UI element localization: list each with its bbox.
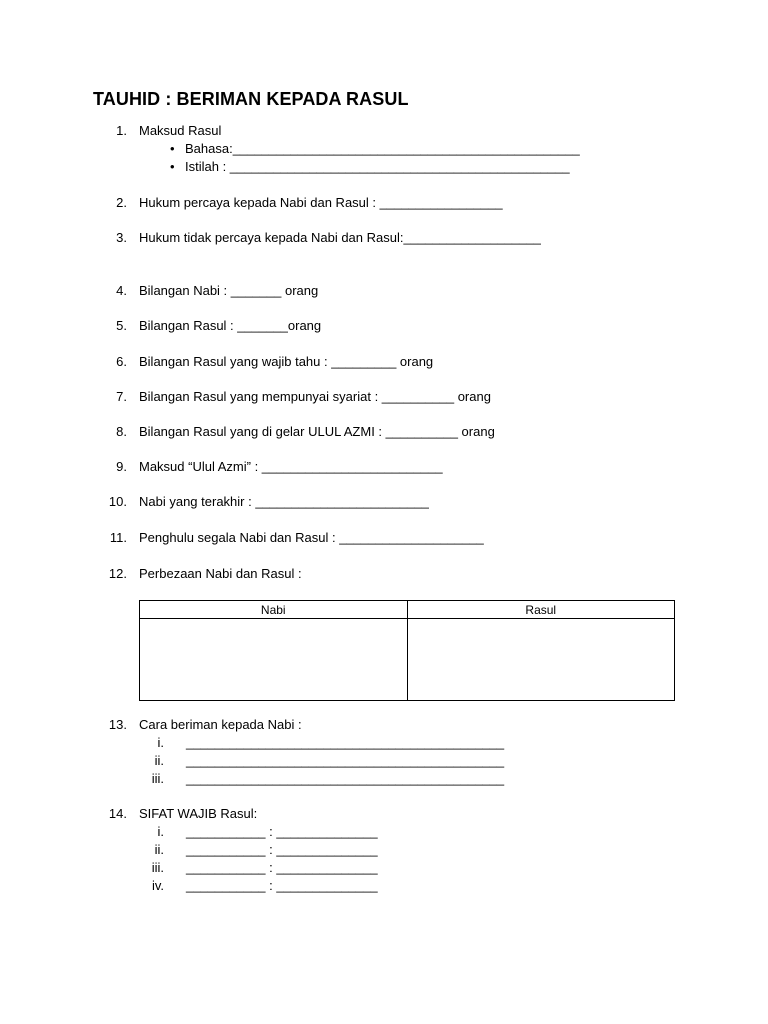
answer-line: ___________ : ______________ [186,878,378,893]
question-text: Maksud “Ulul Azmi” : _________________________ [139,459,443,474]
question-text: Hukum tidak percaya kepada Nabi dan Rasul:___________________ [139,230,541,245]
question-text: Bilangan Rasul yang wajib tahu : _________ orang [139,354,434,369]
answer-line: ____________________________________________ [186,753,505,768]
question-text: Cara beriman kepada Nabi : [139,717,302,732]
question-number: 14. [108,806,127,821]
answer-line-istilah: Istilah : _______________________________________________ [185,159,570,174]
table-header-nabi: Nabi [140,601,408,619]
bullet-icon: • [170,159,175,174]
question-number: 2. [116,195,127,210]
table-cell-rasul[interactable] [407,619,675,701]
question-number: 3. [116,230,127,245]
question-number: 5. [116,318,127,333]
question-number: 13. [108,717,127,732]
list-item-numeral: ii. [154,753,164,768]
answer-line: ____________________________________________ [186,771,505,786]
bullet-icon: • [170,141,175,156]
question-text: Hukum percaya kepada Nabi dan Rasul : _________________ [139,195,503,210]
question-number: 9. [116,459,127,474]
question-number: 6. [116,354,127,369]
list-item-numeral: iii. [151,860,164,875]
table-cell-nabi[interactable] [140,619,408,701]
answer-line-bahasa: Bahasa:________________________________________________ [185,141,580,156]
list-item-numeral: i. [157,824,164,839]
question-text: Bilangan Rasul yang mempunyai syariat : __________ orang [139,389,491,404]
answer-line: ____________________________________________ [186,735,505,750]
question-text: Bilangan Rasul : _______orang [139,318,322,333]
list-item-numeral: iv. [151,878,164,893]
list-item-numeral: i. [157,735,164,750]
question-number: 10. [108,494,127,509]
question-text: Penghulu segala Nabi dan Rasul : ____________________ [139,530,484,545]
question-text: Bilangan Rasul yang di gelar ULUL AZMI : __________ orang [139,424,495,439]
question-number: 4. [116,283,127,298]
question-number: 1. [116,123,127,138]
comparison-table [139,600,675,701]
answer-line: ___________ : ______________ [186,842,378,857]
table-header-rasul: Rasul [407,601,675,619]
list-item-numeral: iii. [151,771,164,786]
question-number: 7. [116,389,127,404]
question-number: 8. [116,424,127,439]
question-text: Perbezaan Nabi dan Rasul : [139,566,302,581]
question-text: Maksud Rasul [139,123,222,138]
page-title: TAUHID : BERIMAN KEPADA RASUL [93,89,409,109]
question-number: 12. [108,566,127,581]
list-item-numeral: ii. [154,842,164,857]
question-text: Nabi yang terakhir : ________________________ [139,494,429,509]
question-text: SIFAT WAJIB Rasul: [139,806,258,821]
answer-line: ___________ : ______________ [186,860,378,875]
question-number: 11. [109,530,127,545]
question-text: Bilangan Nabi : _______ orang [139,283,319,298]
answer-line: ___________ : ______________ [186,824,378,839]
